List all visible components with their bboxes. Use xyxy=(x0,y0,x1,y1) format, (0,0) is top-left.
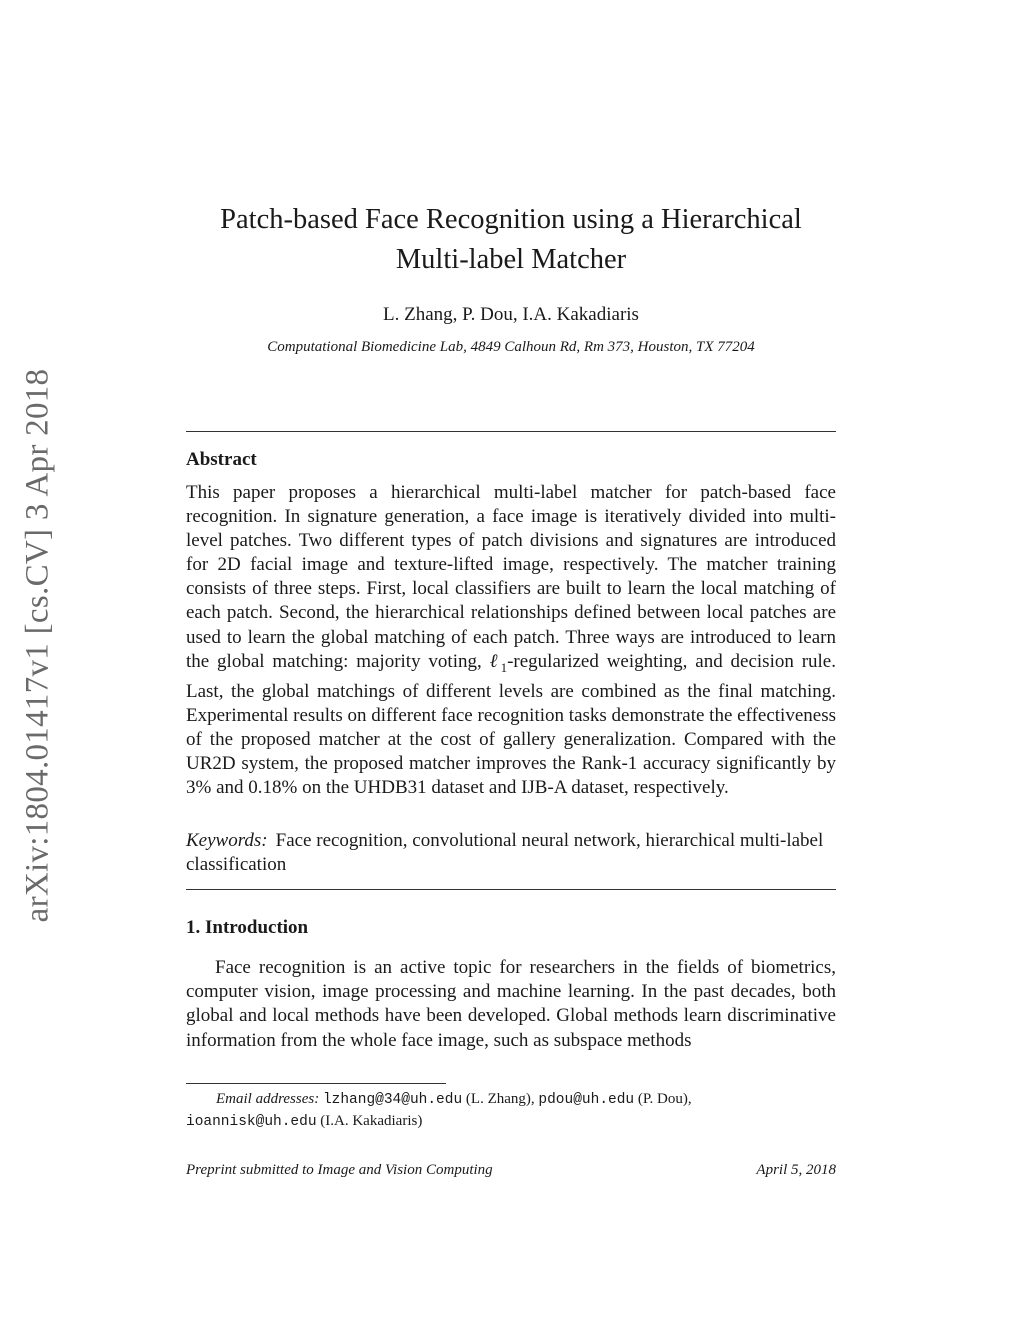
abstract-text xyxy=(186,481,836,800)
arxiv-identifier: arXiv:1804.01417v1 [cs.CV] 3 Apr 2018 xyxy=(19,368,56,922)
abstract-top-rule xyxy=(186,431,836,432)
email-zhang-link[interactable]: lzhang@34@uh.edu xyxy=(322,1092,463,1108)
footnote-rule xyxy=(186,1083,446,1084)
keywords-text: Face recognition, convolutional neural network, hierarchical multi-label classification xyxy=(186,830,824,875)
author-affiliation: Computational Biomedicine Lab, 4849 Calhoun Rd, Rm 373, Houston, TX 77204 xyxy=(267,339,755,355)
footer-date: April 5, 2018 xyxy=(756,1162,836,1178)
email-footnote xyxy=(186,1089,836,1133)
keywords xyxy=(186,829,836,877)
footnote-name-dou: (P. Dou), xyxy=(634,1091,692,1107)
introduction-heading: 1. Introduction xyxy=(186,917,309,938)
preprint-note: Preprint submitted to Image and Vision Computing xyxy=(186,1162,493,1178)
paper-title xyxy=(186,200,836,280)
keywords-label: Keywords: xyxy=(186,830,268,851)
l1-symbol: ℓ$_1$ xyxy=(489,650,508,675)
arxiv-side-stamp xyxy=(8,360,68,930)
author-list: L. Zhang, P. Dou, I.A. Kakadiaris xyxy=(383,304,639,325)
introduction-text: Face recognition is an active topic for researchers in the fields of biometrics, computer vision, image processing and machine learning. In the past decades, both global and local methods have been developed. Global methods learn discriminative information from the whole face image, such as subspace methods xyxy=(186,957,836,1051)
abstract-heading: Abstract xyxy=(186,449,257,470)
footnote-name-kakadiaris: (I.A. Kakadiaris) xyxy=(316,1113,423,1129)
email-dou-link[interactable]: pdou@uh.edu xyxy=(538,1092,635,1108)
abstract-bottom-rule xyxy=(186,889,836,890)
email-kakadiaris-link[interactable]: ioannisk@uh.edu xyxy=(186,1114,317,1130)
title-line-1: Patch-based Face Recognition using a Hierarchical xyxy=(220,204,802,235)
footnote-label: Email addresses: xyxy=(216,1091,320,1107)
abstract-text-part2: -regularized weighting, and decision rule. Last, the global matchings of different levels are combined as the final matching. Experimental results on different face recognition tasks demonstrate the effectiveness of the proposed matcher at the cost of gallery generalization. Compared with the UR2D system, the proposed matcher improves the Rank-1 accuracy significantly by 3% and 0.18% on the UHDB31 dataset and IJB-A dataset, respectively. xyxy=(186,650,836,798)
title-line-2: Multi-label Matcher xyxy=(395,244,627,275)
footnote-name-zhang: (L. Zhang), xyxy=(462,1091,539,1107)
abstract-text-part1: This paper proposes a hierarchical multi-label matcher for patch-based face recognition. In signature generation, a face image is iteratively divided into multi-level patches. Two different types of patch divisions and signatures are introduced for 2D facial image and texture-lifted image, respectively. The matcher training consists of three steps. First, local classifiers are built to learn the local matching of each patch. Second, the hierarchical relationships defined between local patches are used to learn the global matching of each patch. Three ways are introduced to learn the global matching: majority voting, xyxy=(186,482,836,672)
